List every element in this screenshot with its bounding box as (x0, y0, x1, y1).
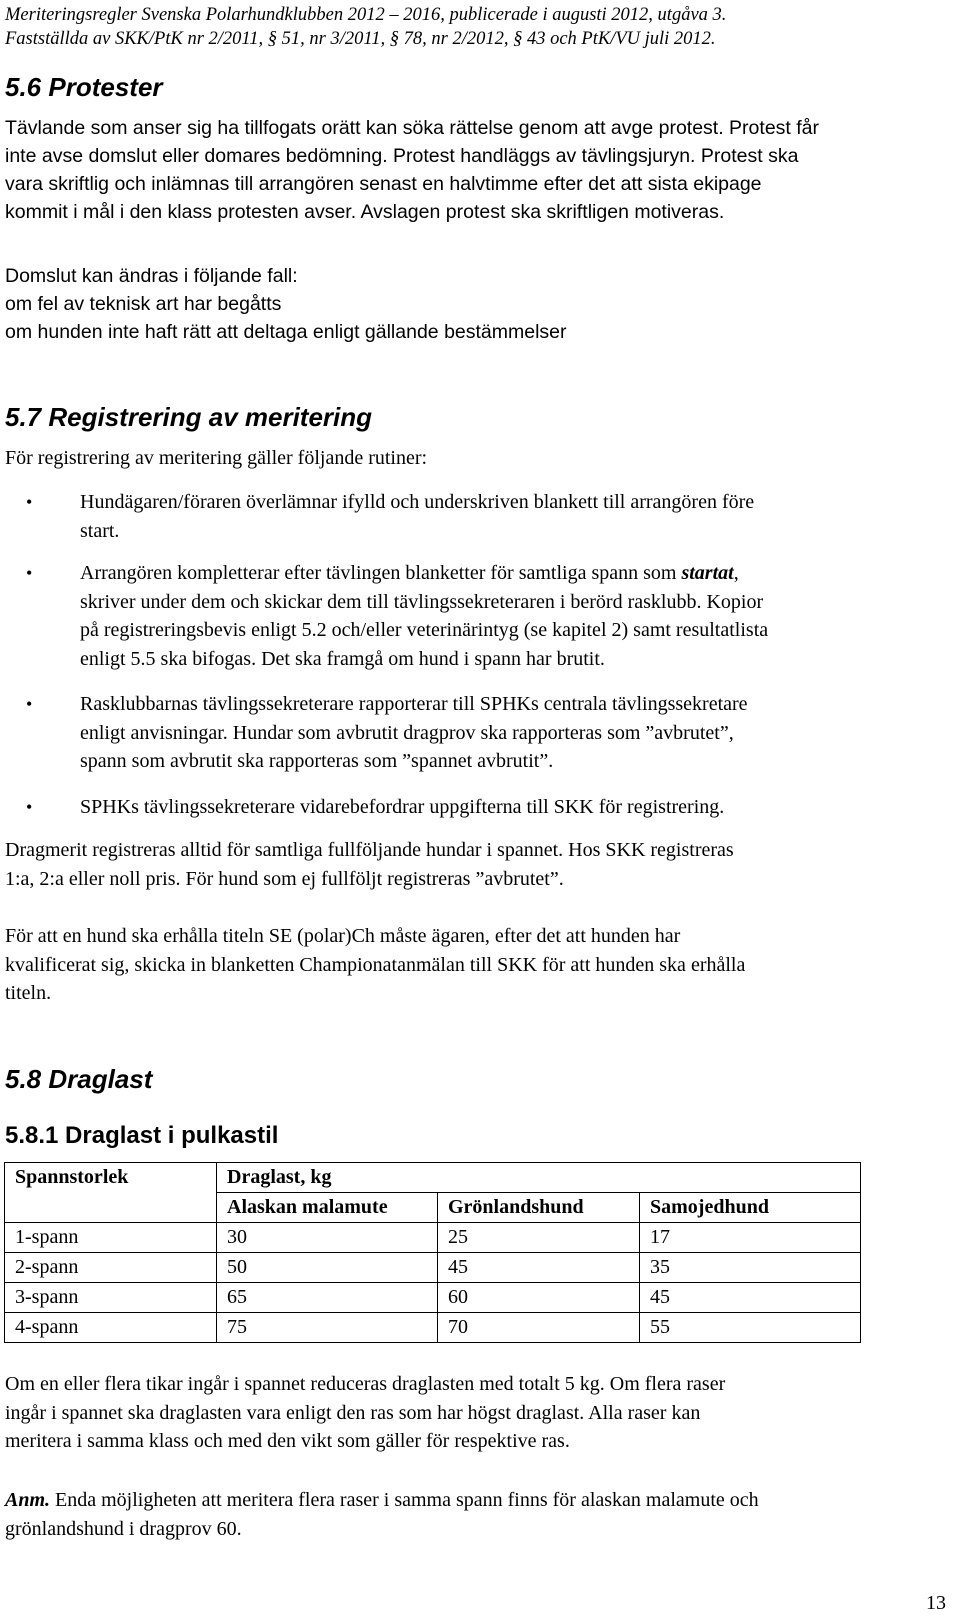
bullet-marker: • (26, 492, 33, 512)
table-cell: 17 (640, 1223, 861, 1253)
emphasis-text: startat (681, 562, 734, 584)
table-cell: 45 (438, 1253, 640, 1283)
text-line: För registrering av meritering gäller följande rutiner: (5, 447, 428, 469)
header-line: Fastställda av SKK/PtK nr 2/2011, § 51, nr 3/2011, § 78, nr 2/2012, § 43 och PtK/VU juli 2012. (5, 29, 716, 49)
text-line: start. (80, 519, 120, 542)
text-line: inte avse domslut eller domares bedömning. Protest handläggs av tävlingsjuryn. Protest ska (5, 145, 799, 167)
text-line: titeln. (5, 982, 52, 1004)
table-cell: 3-spann (5, 1283, 217, 1313)
section-heading: 5.6 Protester (5, 72, 163, 102)
page-number: 13 (926, 1592, 946, 1614)
text-line: spann som avbrutit ska rapporteras som ”spannet avbrutit”. (80, 750, 554, 772)
text-line: Tävlande som anser sig ha tillfogats orätt kan söka rättelse genom att avge protest. Protest får (5, 117, 820, 139)
paragraph (5, 444, 950, 473)
paragraph (5, 262, 950, 346)
header-cell (640, 1163, 861, 1193)
text-line: För att en hund ska erhålla titeln SE (polar)Ch måste ägaren, efter det att hunden har (5, 925, 681, 947)
note-paragraph (5, 1486, 950, 1543)
table-cell: 4-spann (5, 1313, 217, 1343)
text-line (5, 1486, 950, 1515)
table-cell: 55 (640, 1313, 861, 1343)
bullet-marker: • (26, 694, 33, 714)
table-cell: 45 (640, 1283, 861, 1313)
bullet-marker: • (26, 563, 33, 583)
header-cell: Draglast, kg (217, 1163, 438, 1193)
note-label: Anm. (5, 1489, 51, 1511)
table-cell: 70 (438, 1313, 640, 1343)
section-heading: 5.8 Draglast (5, 1064, 153, 1094)
paragraph (5, 114, 950, 226)
paragraph (5, 836, 950, 893)
text-line: Hundägaren/föraren överlämnar ifylld och underskriven blankett till arrangören före (80, 491, 755, 513)
text-line: på registreringsbevis enligt 5.2 och/eller veterinärintyg (se kapitel 2) samt resultatlista (80, 619, 769, 641)
text-line: Dragmerit registreras alltid för samtliga fullföljande hundar i spannet. Hos SKK registreras (5, 839, 734, 861)
header-cell: Alaskan malamute (217, 1193, 438, 1223)
table-row (5, 1283, 861, 1313)
text-line: Om en eller flera tikar ingår i spannet reduceras draglasten med totalt 5 kg. Om flera raser (5, 1373, 726, 1395)
header-cell: Grönlandshund (438, 1193, 640, 1223)
text-line: om hunden inte haft rätt att deltaga enligt gällande bestämmelser (5, 321, 567, 343)
text-line (80, 559, 950, 588)
text-line: meritera i samma klass och med den vikt som gäller för respektive ras. (5, 1430, 570, 1452)
header-line: Meriteringsregler Svenska Polarhundklubben 2012 – 2016, publicerade i augusti 2012, utgåva 3. (5, 5, 727, 25)
table-cell: 2-spann (5, 1253, 217, 1283)
running-header (5, 3, 945, 51)
text-line: enligt 5.5 ska bifogas. Det ska framgå om hund i spann har brutit. (80, 647, 605, 670)
text-line: kommit i mål i den klass protesten avser. Avslagen protest ska skriftligen motiveras. (5, 201, 725, 223)
text-line: grönlandshund i dragprov 60. (5, 1517, 242, 1540)
section-heading: 5.7 Registrering av meritering (5, 402, 373, 432)
text-span: , (733, 562, 739, 584)
text-span: Arrangören kompletterar efter tävlingen blanketter för samtliga spann som (80, 562, 682, 584)
text-line: enligt anvisningar. Hundar som avbrutit dragprov ska rapporteras som ”avbrutet”, (80, 721, 734, 744)
text-line: om fel av teknisk art har begåtts (5, 293, 282, 315)
header-cell (438, 1163, 640, 1193)
text-line: Domslut kan ändras i följande fall: (5, 265, 298, 287)
table-cell: 35 (640, 1253, 861, 1283)
table-cell: 30 (217, 1223, 438, 1253)
table-cell: 25 (438, 1223, 640, 1253)
text-line: 1:a, 2:a eller noll pris. För hund som ej fullföljt registreras ”avbrutet”. (5, 867, 564, 890)
table-cell: 65 (217, 1283, 438, 1313)
subsection-heading: 5.8.1 Draglast i pulkastil (5, 1122, 279, 1149)
paragraph (5, 922, 950, 1008)
bullet-marker: • (26, 797, 33, 817)
table-row (5, 1223, 861, 1253)
list-item (80, 488, 950, 545)
header-cell (5, 1193, 217, 1223)
text-line: vara skriftlig och inlämnas till arrangören senast en halvtimme efter det att sista ekipage (5, 173, 762, 195)
list-item (80, 690, 950, 776)
table-cell: 75 (217, 1313, 438, 1343)
table-cell: 1-spann (5, 1223, 217, 1253)
text-line: skriver under dem och skickar dem till tävlingssekreteraren i berörd rasklubb. Kopior (80, 590, 764, 613)
paragraph (5, 1370, 950, 1456)
table-row (5, 1253, 861, 1283)
header-cell: Samojedhund (640, 1193, 861, 1223)
table-header-row (5, 1163, 861, 1193)
table-row (5, 1313, 861, 1343)
text-line: SPHKs tävlingssekreterare vidarebefordrar uppgifterna till SKK för registrering. (80, 796, 725, 818)
list-item (80, 793, 950, 822)
table-cell: 60 (438, 1283, 640, 1313)
text-line: Rasklubbarnas tävlingssekreterare rapporterar till SPHKs centrala tävlingssekretare (80, 693, 748, 715)
draglast-table (4, 1162, 861, 1343)
list-item (80, 559, 950, 673)
text-line: kvalificerat sig, skicka in blanketten Championatanmälan till SKK för att hunden ska erhålla (5, 953, 746, 976)
table-header-row (5, 1193, 861, 1223)
text-line: ingår i spannet ska draglasten vara enligt den ras som har högst draglast. Alla raser kan (5, 1401, 701, 1424)
table-cell: 50 (217, 1253, 438, 1283)
text-span: Enda möjligheten att meritera flera raser i samma spann finns för alaskan malamute och (50, 1489, 759, 1511)
header-cell: Spannstorlek (5, 1163, 217, 1193)
